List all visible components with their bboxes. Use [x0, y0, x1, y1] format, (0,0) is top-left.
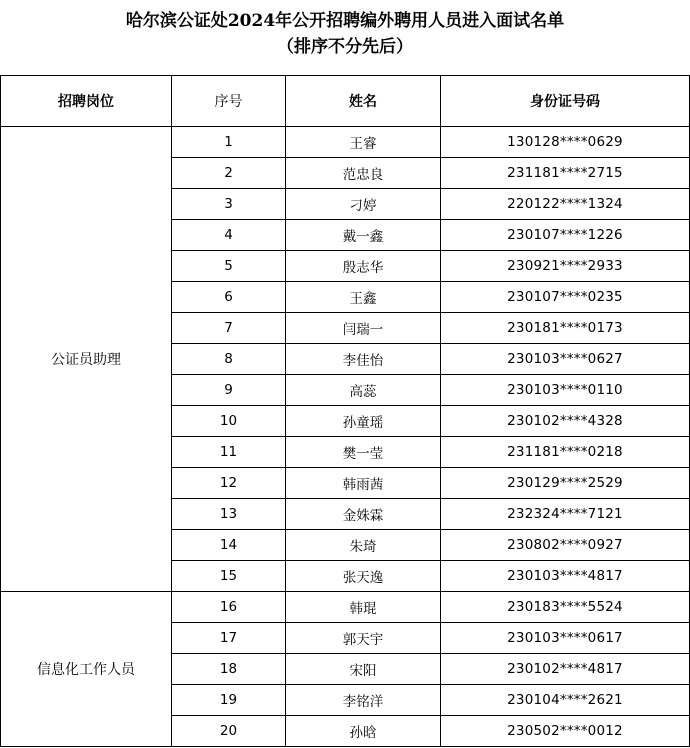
- name-cell: 李铭洋: [286, 685, 441, 716]
- header-name: 姓名: [286, 76, 441, 127]
- seq-cell: 2: [172, 158, 286, 189]
- id-cell: 230104****2621: [441, 685, 690, 716]
- seq-cell: 11: [172, 437, 286, 468]
- id-cell: 232324****7121: [441, 499, 690, 530]
- seq-cell: 16: [172, 592, 286, 623]
- seq-cell: 14: [172, 530, 286, 561]
- id-cell: 231181****2715: [441, 158, 690, 189]
- seq-cell: 10: [172, 406, 286, 437]
- name-cell: 金姝霖: [286, 499, 441, 530]
- seq-cell: 6: [172, 282, 286, 313]
- candidate-table: [0, 75, 690, 747]
- seq-cell: 3: [172, 189, 286, 220]
- seq-cell: 13: [172, 499, 286, 530]
- name-cell: 韩雨茜: [286, 468, 441, 499]
- id-cell: 220122****1324: [441, 189, 690, 220]
- position-cell: 信息化工作人员: [1, 592, 172, 747]
- name-cell: 王鑫: [286, 282, 441, 313]
- seq-cell: 7: [172, 313, 286, 344]
- name-cell: 孙童瑶: [286, 406, 441, 437]
- id-cell: 230103****0617: [441, 623, 690, 654]
- document-title: [0, 8, 690, 60]
- header-seq: 序号: [172, 76, 286, 127]
- seq-cell: 12: [172, 468, 286, 499]
- table-body: [1, 127, 690, 747]
- name-cell: 孙晗: [286, 716, 441, 747]
- id-cell: 230183****5524: [441, 592, 690, 623]
- position-cell: 公证员助理: [1, 127, 172, 592]
- name-cell: 刁婷: [286, 189, 441, 220]
- id-cell: 230802****0927: [441, 530, 690, 561]
- name-cell: 高蕊: [286, 375, 441, 406]
- name-cell: 张天逸: [286, 561, 441, 592]
- id-cell: 230103****0627: [441, 344, 690, 375]
- title-line-1: 哈尔滨公证处2024年公开招聘编外聘用人员进入面试名单: [125, 11, 565, 31]
- seq-cell: 20: [172, 716, 286, 747]
- seq-cell: 18: [172, 654, 286, 685]
- name-cell: 王睿: [286, 127, 441, 158]
- header-id: 身份证号码: [441, 76, 690, 127]
- name-cell: 韩琨: [286, 592, 441, 623]
- seq-cell: 17: [172, 623, 286, 654]
- seq-cell: 15: [172, 561, 286, 592]
- id-cell: 230921****2933: [441, 251, 690, 282]
- name-cell: 宋阳: [286, 654, 441, 685]
- seq-cell: 9: [172, 375, 286, 406]
- seq-cell: 19: [172, 685, 286, 716]
- id-cell: 230103****4817: [441, 561, 690, 592]
- id-cell: 230129****2529: [441, 468, 690, 499]
- seq-cell: 8: [172, 344, 286, 375]
- table-row: [1, 127, 690, 158]
- table-row: [1, 592, 690, 623]
- name-cell: 闫瑞一: [286, 313, 441, 344]
- name-cell: 樊一莹: [286, 437, 441, 468]
- id-cell: 130128****0629: [441, 127, 690, 158]
- id-cell: 230107****1226: [441, 220, 690, 251]
- name-cell: 范忠良: [286, 158, 441, 189]
- id-cell: 230102****4328: [441, 406, 690, 437]
- title-line-2: （排序不分先后）: [277, 37, 413, 57]
- name-cell: 戴一鑫: [286, 220, 441, 251]
- id-cell: 230181****0173: [441, 313, 690, 344]
- name-cell: 朱琦: [286, 530, 441, 561]
- table-header-row: [1, 76, 690, 127]
- id-cell: 231181****0218: [441, 437, 690, 468]
- id-cell: 230502****0012: [441, 716, 690, 747]
- name-cell: 李佳怡: [286, 344, 441, 375]
- seq-cell: 5: [172, 251, 286, 282]
- name-cell: 殷志华: [286, 251, 441, 282]
- id-cell: 230102****4817: [441, 654, 690, 685]
- name-cell: 郭天宇: [286, 623, 441, 654]
- id-cell: 230103****0110: [441, 375, 690, 406]
- id-cell: 230107****0235: [441, 282, 690, 313]
- seq-cell: 4: [172, 220, 286, 251]
- header-position: 招聘岗位: [1, 76, 172, 127]
- seq-cell: 1: [172, 127, 286, 158]
